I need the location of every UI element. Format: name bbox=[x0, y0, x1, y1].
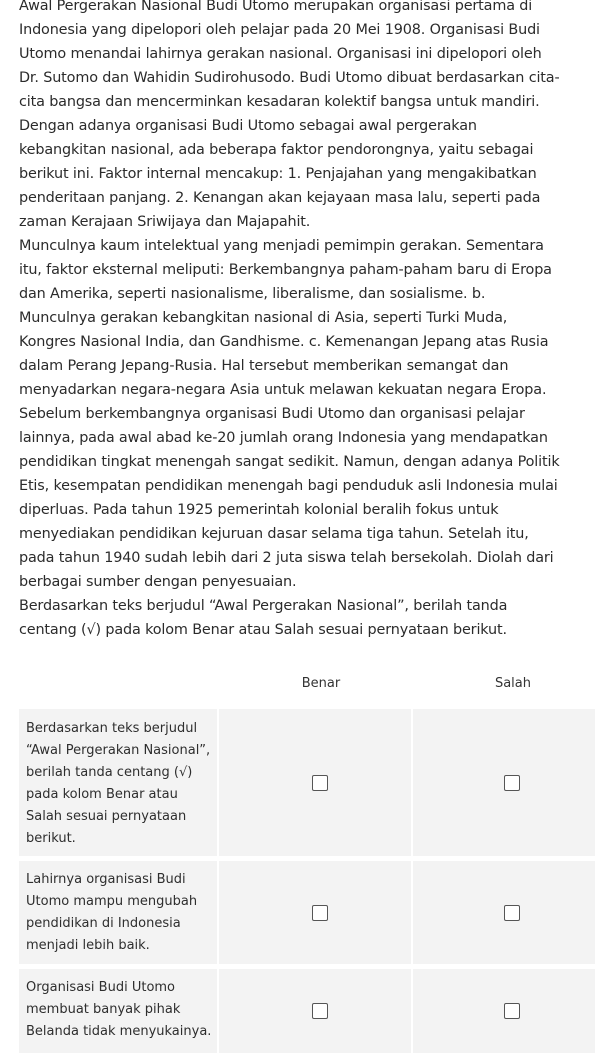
salah-cell bbox=[413, 709, 595, 856]
passage-paragraph-3: Berdasarkan teks berjudul “Awal Pergerakan Nasional”, berilah tanda centang (√) pada kolom Benar atau Salah sesuai pernyataan berikut. bbox=[19, 598, 508, 638]
statement-row-2 bbox=[19, 861, 595, 964]
salah-cell bbox=[413, 861, 595, 964]
statement-cell bbox=[19, 969, 217, 1053]
benar-checkbox[interactable] bbox=[312, 1003, 328, 1019]
statement-text: Lahirnya organisasi Budi Utomo mampu mengubah pendidikan di Indonesia menjadi lebih baik. bbox=[26, 872, 198, 953]
salah-checkbox[interactable] bbox=[504, 905, 520, 921]
passage-paragraph-2: Munculnya kaum intelektual yang menjadi pemimpin gerakan. Sementara itu, faktor eksternal meliputi: Berkembangnya paham-paham baru di Eropa dan Amerika, seperti nasionalisme, liberalisme, dan sosialisme. b. Munculnya gerakan kebangkitan nasional di Asia, seperti Turki Muda, Kongres Nasional India, dan Gandhisme. c. Kemenangan Jepang atas Rusia dalam Perang Jepang-Rusia. Hal tersebut memberikan semangat dan menyadarkan negara-negara Asia untuk melawan kekuatan negara Eropa. Sebelum berkembangnya organisasi Budi Utomo dan organisasi pelajar lainnya, pada awal abad ke-20 jumlah orang Indonesia yang mendapatkan pendidikan tingkat menengah sangat sedikit. Namun, dengan adanya Politik Etis, kesempatan pendidikan menengah bagi penduduk asli Indonesia mulai diperluas. Pada tahun 1925 pemerintah kolonial beralih fokus untuk menyediakan pendidikan kejuruan dasar selama tiga tahun. Setelah itu, pada tahun 1940 sudah lebih dari 2 juta siswa telah bersekolah. Diolah dari berbagai sumber dengan penyesuaian. bbox=[19, 238, 560, 590]
salah-cell bbox=[413, 969, 595, 1053]
benar-checkbox[interactable] bbox=[312, 905, 328, 921]
salah-checkbox[interactable] bbox=[504, 1003, 520, 1019]
column-header-benar: Benar bbox=[301, 676, 341, 691]
statement-row-1 bbox=[19, 709, 595, 856]
passage-paragraph-1: Awal Pergerakan Nasional Budi Utomo merupakan organisasi pertama di Indonesia yang dipelopori oleh pelajar pada 20 Mei 1908. Organisasi Budi Utomo menandai lahirnya gerakan nasional. Organisasi ini dipelopori oleh Dr. Sutomo dan Wahidin Sudirohusodo. Budi Utomo dibuat berdasarkan cita-cita bangsa dan mencerminkan kesadaran kolektif bangsa untuk mandiri. Dengan adanya organisasi Budi Utomo sebagai awal pergerakan kebangkitan nasional, ada beberapa faktor pendorongnya, yaitu sebagai berikut ini. Faktor internal mencakup: 1. Penjajahan yang mengakibatkan penderitaan panjang. 2. Kenangan akan kejayaan masa lalu, seperti pada zaman Kerajaan Sriwijaya dan Majapahit. bbox=[19, 0, 560, 230]
salah-checkbox[interactable] bbox=[504, 775, 520, 791]
statement-text: Organisasi Budi Utomo membuat banyak pihak Belanda tidak menyukainya. bbox=[26, 980, 212, 1039]
statement-cell bbox=[19, 861, 217, 964]
reading-passage bbox=[19, 0, 564, 642]
benar-cell bbox=[219, 861, 411, 964]
statement-row-3 bbox=[19, 969, 595, 1053]
statement-text: Berdasarkan teks berjudul “Awal Pergerakan Nasional”, berilah tanda centang (√) pada kolom Benar atau Salah sesuai pernyataan berikut. bbox=[26, 721, 211, 846]
benar-cell bbox=[219, 709, 411, 856]
benar-checkbox[interactable] bbox=[312, 775, 328, 791]
statement-cell bbox=[19, 709, 217, 856]
column-header-salah: Salah bbox=[494, 676, 532, 691]
benar-cell bbox=[219, 969, 411, 1053]
